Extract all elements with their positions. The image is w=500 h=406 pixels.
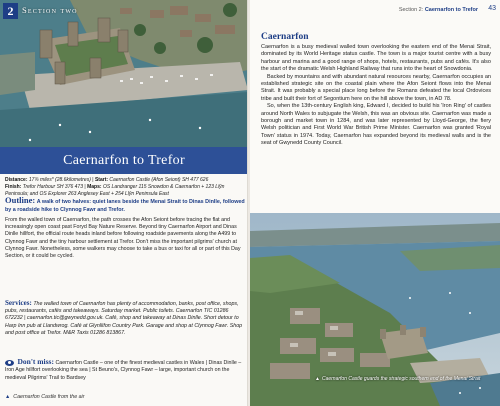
maps-label: Maps:: [87, 184, 102, 190]
paragraph-3: So, when the 13th-century English king, Edward I, decided to build his 'Iron Ring' of castles around North Wales to subjugate the Welsh, this was an obvious site. Caernarfon was made a borough and market town in 1284, and was later represented by Lloyd-George, the fiery Welsh politician and First World War British Prime Minister. Caernarfon was granted 'Royal Town' status in 1974. Today, Caernarfon has expanded beyond its medieval walls and is the seat of Gwynedd County Council.: [261, 103, 491, 147]
right-photo-caption: [315, 376, 480, 382]
finish-value: Trefor Harbour SH 376 473: [22, 184, 83, 190]
right-caption-text: Caernarfon Castle guards the strategic southern end of the Menai Strait: [321, 376, 481, 382]
maps-value: OS Landranger 115 Snowdon & Caernarfon + 123 Llŷn Peninsula; and OS Explorer 263 Anglesey East + 254 Llŷn Peninsula East: [5, 184, 225, 197]
dont-miss-text: Caernarfon Castle – one of the finest medieval castles in Wales | Dinas Dinlle – Iron Age hillfort overlooking the sea | St Beuno's, Clynnog Fawr – large, important church on the medieval Pilgrims' Trail to Bardsey: [5, 360, 242, 381]
services-section: [5, 300, 245, 337]
finish-label: Finish:: [5, 184, 22, 190]
running-head: [399, 7, 478, 13]
services-text: The walled town of Caernarfon has plenty of accommodation, banks, post office, shops, pubs, restaurants, cafés and takeaways. Saturday market. Public toilets. Caernarfon TIC 01286 672232 | caernarfon.tic@gwynedd.gov.uk. Café, shop and takeaway at Dinas Dinlle. Short detour to Harp Inn pub at Llandwrog. Café at Glynllifon Country Park. Garage and shop at Clynnog Fawr. Shop and post office at Trefor. M&R Taxis 01286 813867.: [5, 301, 243, 336]
distance-value: 17¾ miles* (28.6kilometres): [28, 177, 91, 183]
section-label: Section two: [22, 5, 78, 15]
caption-arrow-icon: ▲: [5, 394, 11, 400]
dont-miss-heading: Don't miss:: [17, 357, 54, 366]
start-label: Start:: [94, 177, 109, 183]
left-caption-text: Caernarfon Castle from the air: [13, 394, 85, 400]
running-head-section: Section 2:: [398, 7, 424, 13]
page-number-badge: 2: [3, 3, 18, 19]
running-head-title: Caernarfon to Trefor: [424, 7, 478, 13]
distance-label: Distance:: [5, 177, 28, 183]
right-page-number: 43: [488, 5, 496, 12]
castle-aerial-photo: [0, 0, 248, 147]
dont-miss-section: [5, 358, 245, 382]
route-info: Distance: 17¾ miles* (28.6kilometres) | Start: Caernarfon Castle (Afon Seiont) SH 477 626 Finish: Trefor Harbour SH 376 473 | Maps: OS Landranger 115 Snowdon & Caernarfon + 123 Llŷn Peninsula; and OS Explorer 263 Anglesey East + 254 Llŷn Peninsula East: [5, 177, 225, 197]
outline-section: [5, 197, 245, 214]
left-photo-caption: [5, 394, 85, 400]
eye-icon: [5, 360, 14, 366]
route-description: From the walled town of Caernarfon, the path crosses the Afon Seiont before tracing the flat and increasingly open coast past Foryd Bay Nature Reserve. Beyond tiny Caernarfon Airport and Dinas Dinlle hillfort, the official route heads inland before following roadside pavements along the A499 to Clynnog Fawr and the tiny harbour settlement at Trefor. Don't miss the important pilgrims' church at Clynnog Fawr. Nonetheless, some walkers may choose to take a bus or taxi for all or part of this Day Section, or it could be cycled.: [5, 217, 241, 260]
paragraph-2: Backed by mountains and with abundant natural resources nearby, Caernarfon occupies an established strategic site on the coastal plain where the Afon Seiont flows into the Menai Strait. It was probably a special place long before the Romans defeated the local Ordovices tribe and built their fort of Segontium here on the hill above the town, in AD 78.: [261, 73, 491, 102]
caernarfon-text: [261, 44, 491, 148]
caption-arrow-icon: ▲: [315, 376, 320, 382]
route-title: Caernarfon to Trefor: [63, 153, 185, 168]
start-value: Caernarfon Castle (Afon Seiont) SH 477 626: [109, 177, 209, 183]
paragraph-1: Caernarfon is a busy medieval walled town overlooking the eastern end of the Menai Strait, dominated by its World Heritage status castle. The town is a major tourist centre with a busy harbour and marina and a good range of shops, hotels, restaurants, pubs and cafés. It's also the start of the dramatic Welsh Highland Railway that runs into the heart of Snowdonia.: [261, 44, 491, 73]
caernarfon-heading: Caernarfon: [261, 32, 309, 42]
outline-lead: A walk of two halves: quiet lanes beside the Menai Strait to Dinas Dinlle, followed by a roadside hike to Clynnog Fawr and Trefor.: [5, 199, 245, 213]
services-heading: Services:: [5, 299, 32, 307]
left-page: [0, 0, 248, 406]
outline-heading: Outline:: [5, 195, 36, 205]
route-title-bar: [0, 147, 248, 174]
